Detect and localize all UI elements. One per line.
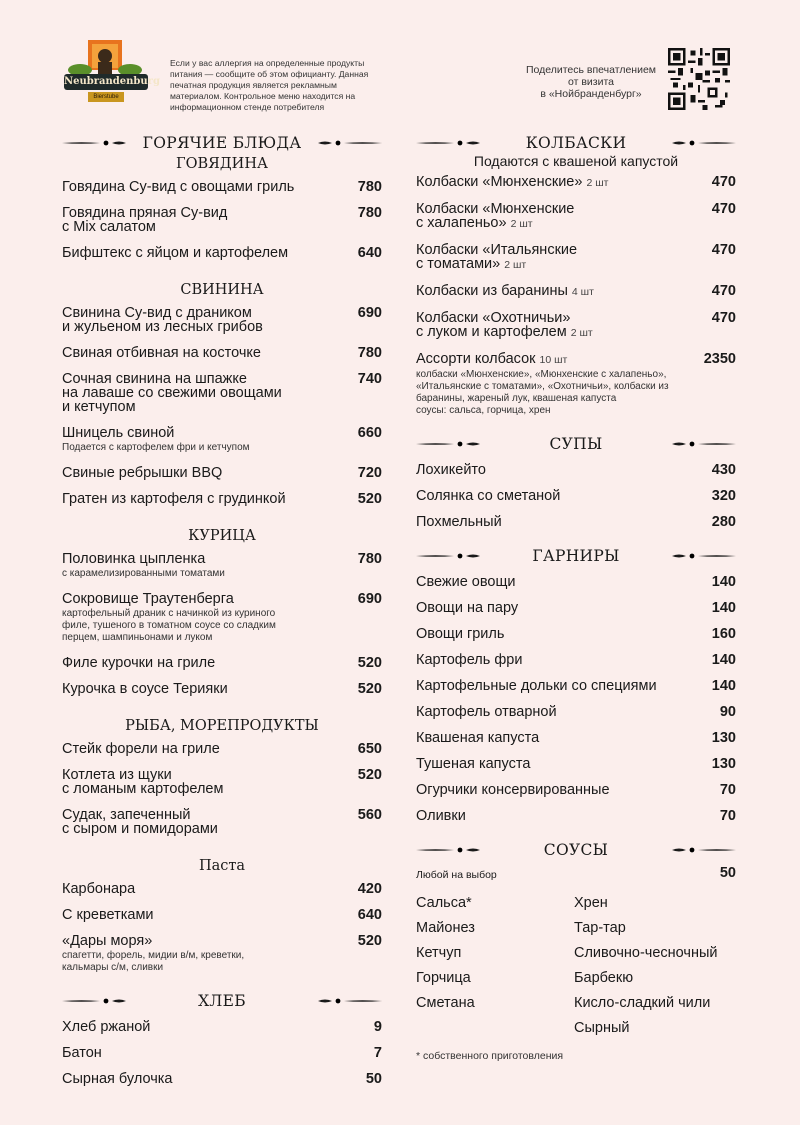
item-name: Свинина Су-вид с драником и жульеном из лесных грибов <box>62 305 263 335</box>
bread-title: ХЛЕБ <box>198 992 246 1010</box>
beef-list <box>62 180 382 260</box>
pasta-title: Паста <box>198 858 246 874</box>
item-name: Курочка в соусе Терияки <box>62 681 228 697</box>
ornament-right-icon <box>318 996 382 1006</box>
menu-item <box>62 934 382 974</box>
garnish-title: ГАРНИРЫ <box>532 547 620 565</box>
item-quantity: 2 шт <box>570 327 593 339</box>
menu-item <box>62 492 382 506</box>
item-price: 470 <box>711 283 736 299</box>
item-name: Шницель свиной <box>62 425 175 441</box>
item-quantity: 2 шт <box>504 259 527 271</box>
item-price: 2350 <box>703 351 736 367</box>
menu-item <box>62 180 382 194</box>
item-price: 140 <box>711 574 736 590</box>
item-price: 740 <box>357 371 382 387</box>
menu-item <box>416 175 736 190</box>
item-price: 140 <box>711 678 736 694</box>
sauce-item: Сметана <box>416 995 475 1011</box>
menu-item <box>62 808 382 836</box>
ornament-left-icon <box>62 138 126 148</box>
item-name: Ассорти колбасок 10 шт <box>416 351 568 367</box>
share-feedback-text <box>506 64 676 100</box>
item-name: «Дары моря» <box>62 933 153 949</box>
menu-item <box>416 757 736 771</box>
item-name: Бифштекс с яйцом и картофелем <box>62 245 289 261</box>
sauce-item: Хрен <box>574 895 608 911</box>
hot-dishes-header <box>62 130 382 156</box>
soups-title: СУПЫ <box>549 435 603 453</box>
menu-item <box>416 705 736 719</box>
item-name: Квашеная капуста <box>416 730 540 746</box>
sauce-item: Горчица <box>416 970 471 986</box>
item-price: 280 <box>711 514 736 530</box>
menu-item <box>416 284 736 299</box>
menu-item <box>416 679 736 693</box>
item-name: Свежие овощи <box>416 574 516 590</box>
sausages-header <box>416 130 736 156</box>
item-price: 780 <box>357 551 382 567</box>
item-quantity: 4 шт <box>571 286 594 298</box>
fish-title: РЫБА, МОРЕПРОДУКТЫ <box>125 718 319 734</box>
item-price: 7 <box>373 1045 382 1061</box>
item-description: Подается с картофелем фри и кетчупом <box>62 442 250 453</box>
item-name: Картофель фри <box>416 652 523 668</box>
item-name: С креветками <box>62 907 154 923</box>
item-price: 420 <box>357 881 382 897</box>
item-price: 780 <box>357 205 382 221</box>
item-description: с карамелизированными томатами <box>62 568 225 579</box>
logo-text: Neubrandenburg <box>64 76 160 87</box>
menu-item <box>62 206 382 234</box>
item-price: 690 <box>357 591 382 607</box>
item-name: Филе курочки на гриле <box>62 655 216 671</box>
sausage-list <box>416 175 736 417</box>
menu-item <box>62 466 382 480</box>
item-quantity: 10 шт <box>539 354 568 366</box>
item-name: Говядина пряная Су-вид с Mix салатом <box>62 205 228 235</box>
item-price: 70 <box>719 808 736 824</box>
share-line-1: Поделитесь впечатлением <box>525 64 657 76</box>
right-menu-column <box>416 130 736 1062</box>
ornament-right-icon <box>672 551 736 561</box>
menu-item <box>416 627 736 641</box>
ornament-left-icon <box>416 551 480 561</box>
pork-title: СВИНИНА <box>180 282 264 298</box>
sausages-title: КОЛБАСКИ <box>525 134 627 152</box>
bread-header <box>62 988 382 1014</box>
item-name: Огурчики консервированные <box>416 782 610 798</box>
item-price: 780 <box>357 179 382 195</box>
item-name: Колбаски «Итальянские с томатами» 2 шт <box>416 242 578 272</box>
item-name: Батон <box>62 1045 102 1061</box>
item-quantity: 2 шт <box>510 218 533 230</box>
item-name: Колбаски из баранины 4 шт <box>416 283 594 299</box>
qr-code-icon[interactable] <box>668 48 730 110</box>
item-price: 50 <box>365 1071 382 1087</box>
sauce-item: Сливочно-чесночный <box>574 945 718 961</box>
share-line-2: от визита <box>568 76 614 88</box>
item-price: 520 <box>357 681 382 697</box>
item-name: Колбаски «Мюнхенские» 2 шт <box>416 174 609 190</box>
item-price: 470 <box>711 310 736 326</box>
ornament-right-icon <box>672 845 736 855</box>
item-name: Сырная булочка <box>62 1071 173 1087</box>
menu-item <box>416 489 736 503</box>
item-name: Солянка со сметаной <box>416 488 561 504</box>
item-price: 690 <box>357 305 382 321</box>
ornament-left-icon <box>416 439 480 449</box>
menu-item <box>62 656 382 670</box>
sauce-item: Барбекю <box>574 970 634 986</box>
sauce-grid <box>416 895 736 1036</box>
item-name: Хлеб ржаной <box>62 1019 151 1035</box>
menu-item <box>62 768 382 796</box>
menu-item <box>62 246 382 260</box>
left-menu-column <box>62 130 382 1086</box>
menu-item <box>62 306 382 334</box>
item-price: 650 <box>357 741 382 757</box>
item-name: Тушеная капуста <box>416 756 531 772</box>
ornament-right-icon <box>672 138 736 148</box>
item-price: 470 <box>711 201 736 217</box>
sauce-item: Кетчуп <box>416 945 462 961</box>
menu-item <box>416 515 736 529</box>
pork-list <box>62 306 382 506</box>
allergy-notice: Если у вас аллергия на определенные продукты питания — сообщите об этом официанту. Данная печатная продукция является рекламным материалом. Контрольное меню находится на информационном стенде потребителя <box>170 58 369 112</box>
menu-item <box>416 653 736 667</box>
item-quantity: 2 шт <box>586 177 609 189</box>
menu-item <box>62 682 382 696</box>
menu-item <box>416 731 736 745</box>
item-price: 640 <box>357 907 382 923</box>
sauces-right-list <box>574 895 744 1036</box>
footnote: * собственного приготовления <box>416 1050 564 1062</box>
menu-item <box>416 202 736 231</box>
menu-item <box>416 809 736 823</box>
sauce-item: Сальса* <box>416 895 472 911</box>
item-price: 430 <box>711 462 736 478</box>
sauces-price: 50 <box>719 865 736 881</box>
item-name: Котлета из щуки с ломаным картофелем <box>62 767 224 797</box>
item-price: 560 <box>357 807 382 823</box>
soups-header <box>416 431 736 457</box>
item-price: 140 <box>711 600 736 616</box>
menu-item <box>62 742 382 756</box>
menu-item <box>416 352 736 417</box>
item-price: 780 <box>357 345 382 361</box>
sauce-item: Майонез <box>416 920 475 936</box>
sausages-subtitle: Подаются с квашеной капустой <box>473 153 679 169</box>
menu-item <box>416 243 736 272</box>
item-name: Сокровище Траутенберга <box>62 591 234 607</box>
item-name: Картофель отварной <box>416 704 557 720</box>
item-name: Гратен из картофеля с грудинкой <box>62 491 286 507</box>
menu-item <box>62 592 382 644</box>
ornament-right-icon <box>672 439 736 449</box>
item-price: 520 <box>357 655 382 671</box>
menu-item <box>416 575 736 589</box>
item-price: 160 <box>711 626 736 642</box>
item-price: 130 <box>711 756 736 772</box>
item-price: 320 <box>711 488 736 504</box>
item-price: 520 <box>357 933 382 949</box>
item-price: 660 <box>357 425 382 441</box>
ornament-left-icon <box>416 845 480 855</box>
garnish-list <box>416 575 736 823</box>
menu-item <box>62 882 382 896</box>
item-price: 470 <box>711 242 736 258</box>
item-name: Овощи гриль <box>416 626 505 642</box>
sauces-left-list <box>416 895 574 1036</box>
menu-item <box>62 346 382 360</box>
item-price: 520 <box>357 767 382 783</box>
hot-dishes-title: ГОРЯЧИЕ БЛЮДА <box>142 134 302 152</box>
item-price: 140 <box>711 652 736 668</box>
item-price: 9 <box>373 1019 382 1035</box>
ornament-right-icon <box>318 138 382 148</box>
sauces-note: Любой на выбор <box>416 869 497 881</box>
item-name: Картофельные дольки со специями <box>416 678 657 694</box>
item-description: колбаски «Мюнхенские», «Мюнхенские с халапеньо», «Итальянские с томатами», «Охотничьи», колбаски из баранины, жареный лук, квашеная капуста соусы: сальса, горчица, хрен <box>416 369 669 416</box>
menu-item <box>62 1020 382 1034</box>
item-name: Говядина Су-вид с овощами гриль <box>62 179 295 195</box>
ornament-left-icon <box>62 996 126 1006</box>
menu-item <box>62 908 382 922</box>
item-price: 130 <box>711 730 736 746</box>
restaurant-logo <box>58 40 160 112</box>
item-description: спагетти, форель, мидии в/м, креветки, кальмары с/м, сливки <box>62 950 245 973</box>
item-name: Похмельный <box>416 514 502 530</box>
sauces-header <box>416 837 736 863</box>
item-price: 640 <box>357 245 382 261</box>
item-price: 520 <box>357 491 382 507</box>
chicken-title: КУРИЦА <box>188 528 256 544</box>
item-name: Свиная отбивная на косточке <box>62 345 261 361</box>
menu-item <box>62 1072 382 1086</box>
menu-item <box>62 1046 382 1060</box>
item-name: Колбаски «Охотничьи» с луком и картофелем 2 шт <box>416 310 593 340</box>
item-name: Судак, запеченный с сыром и помидорами <box>62 807 218 837</box>
sauces-title: СОУСЫ <box>543 841 609 859</box>
sauce-item: Тар-тар <box>574 920 626 936</box>
item-name: Овощи на пару <box>416 600 519 616</box>
menu-item <box>416 463 736 477</box>
item-name: Колбаски «Мюнхенские с халапеньо» 2 шт <box>416 201 575 231</box>
sauces-note-row <box>416 865 736 881</box>
item-name: Карбонара <box>62 881 136 897</box>
menu-item <box>416 783 736 797</box>
beef-title: ГОВЯДИНА <box>176 156 268 172</box>
menu-item <box>62 372 382 414</box>
garnish-header <box>416 543 736 569</box>
soup-list <box>416 463 736 529</box>
chicken-list <box>62 552 382 696</box>
item-name: Стейк форели на гриле <box>62 741 220 757</box>
menu-item <box>62 552 382 580</box>
pasta-list <box>62 882 382 974</box>
item-price: 720 <box>357 465 382 481</box>
sauce-item: Кисло-сладкий чили <box>574 995 711 1011</box>
item-price: 470 <box>711 174 736 190</box>
item-name: Оливки <box>416 808 466 824</box>
share-line-3: в «Нойбранденбург» <box>540 88 642 100</box>
bread-list <box>62 1020 382 1086</box>
item-price: 70 <box>719 782 736 798</box>
menu-item <box>416 311 736 340</box>
fish-list <box>62 742 382 836</box>
sauce-item: Сырный <box>574 1020 630 1036</box>
menu-item <box>62 426 382 454</box>
item-description: картофельный драник с начинкой из куриного филе, тушеного в томатном соусе со сладким перцем, шампиньонами и луком <box>62 608 276 643</box>
item-name: Сочная свинина на шпажке на лаваше со свежими овощами и кетчупом <box>62 371 282 415</box>
menu-item <box>416 601 736 615</box>
item-name: Половинка цыпленка <box>62 551 206 567</box>
logo-subtext: Bierstube <box>93 94 119 100</box>
ornament-left-icon <box>416 138 480 148</box>
item-name: Свиные ребрышки BBQ <box>62 465 223 481</box>
item-name: Лохикейто <box>416 462 486 478</box>
item-price: 90 <box>719 704 736 720</box>
